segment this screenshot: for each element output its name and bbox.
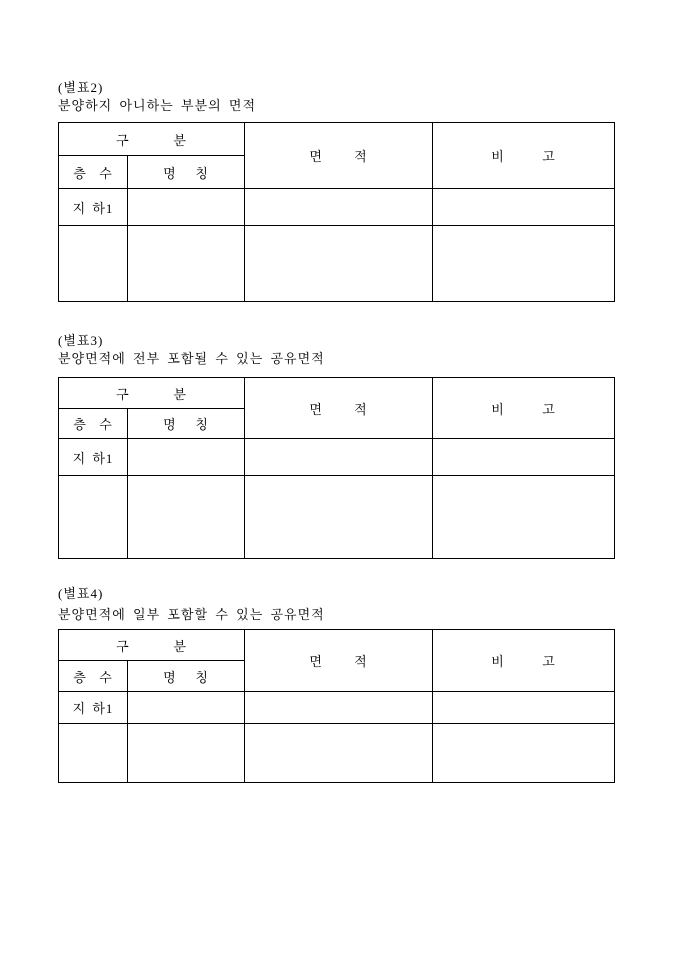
header-area-cell: 면 적 [245,378,433,439]
header-category-cell: 구 분 [59,378,245,409]
header-remarks-cell: 비 고 [433,123,615,189]
cell-area [245,226,433,302]
cell-remarks [433,476,615,559]
header-floor-cell: 층 수 [59,661,128,692]
cell-name [128,189,245,226]
cell-floor: 지 하1 [59,692,128,724]
header-category-cell: 구 분 [59,123,245,156]
cell-remarks [433,226,615,302]
table-annex4 [58,629,615,783]
table-header-row-1 [59,378,615,409]
cell-name [128,692,245,724]
cell-remarks [433,189,615,226]
cell-floor [59,476,128,559]
section-annex4-title: 분양면적에 일부 포함할 수 있는 공유면적 [58,607,325,622]
header-name-cell: 명 칭 [128,409,245,439]
cell-area [245,476,433,559]
header-floor-cell: 층 수 [59,156,128,189]
table-annex3 [58,377,615,559]
table-row [59,226,615,302]
table-row [59,476,615,559]
table-row [59,189,615,226]
cell-name [128,439,245,476]
table-row [59,692,615,724]
cell-floor [59,226,128,302]
cell-name [128,476,245,559]
header-name-cell: 명 칭 [128,661,245,692]
table-header-row-1 [59,630,615,661]
header-remarks-cell: 비 고 [433,630,615,692]
cell-area [245,189,433,226]
section-annex2-title: 분양하지 아니하는 부분의 면적 [58,98,257,113]
cell-name [128,226,245,302]
table-annex2 [58,122,615,302]
cell-area [245,692,433,724]
section-annex4-label: (별표4) [58,586,104,601]
cell-remarks [433,439,615,476]
header-category-cell: 구 분 [59,630,245,661]
header-remarks-cell: 비 고 [433,378,615,439]
cell-remarks [433,724,615,783]
header-area-cell: 면 적 [245,123,433,189]
cell-name [128,724,245,783]
cell-area [245,724,433,783]
header-area-cell: 면 적 [245,630,433,692]
section-annex3-title: 분양면적에 전부 포함될 수 있는 공유면적 [58,351,325,366]
table-row [59,439,615,476]
table-header-row-1 [59,123,615,156]
cell-area [245,439,433,476]
section-annex3-label: (별표3) [58,333,104,348]
cell-remarks [433,692,615,724]
cell-floor: 지 하1 [59,189,128,226]
table-row [59,724,615,783]
header-floor-cell: 층 수 [59,409,128,439]
header-name-cell: 명 칭 [128,156,245,189]
cell-floor: 지 하1 [59,439,128,476]
section-annex2-label: (별표2) [58,80,104,95]
cell-floor [59,724,128,783]
